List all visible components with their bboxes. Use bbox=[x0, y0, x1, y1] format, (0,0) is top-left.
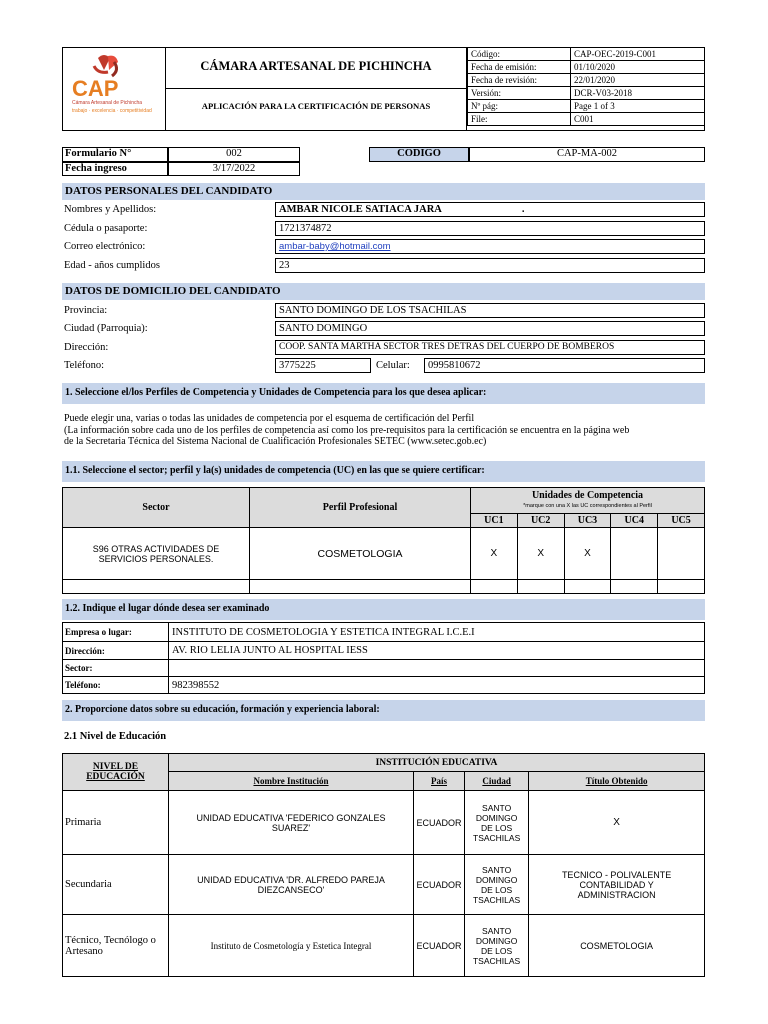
title-obtained[interactable]: TECNICO - POLIVALENTE CONTABILIDAD Y ADMINISTRACION bbox=[529, 855, 705, 915]
exam-row bbox=[63, 642, 705, 660]
competency-row-empty bbox=[63, 580, 705, 594]
education-row bbox=[63, 915, 705, 977]
uc-header: UC3 bbox=[564, 514, 611, 528]
city-field[interactable]: SANTO DOMINGO bbox=[275, 321, 705, 336]
logo-tagline: trabajo · excelencia · competitividad bbox=[72, 108, 152, 114]
col-pais: País bbox=[414, 772, 465, 791]
meta-key: File: bbox=[468, 113, 571, 126]
empty-cell[interactable] bbox=[250, 580, 471, 594]
competency-row bbox=[63, 528, 705, 580]
exam-key: Teléfono: bbox=[63, 677, 169, 694]
exam-row bbox=[63, 677, 705, 694]
meta-value: CAP-OEC-2019-C001 bbox=[571, 48, 705, 61]
meta-key: Versión: bbox=[468, 87, 571, 100]
institution-name[interactable]: UNIDAD EDUCATIVA 'DR. ALFREDO PAREJA DIEZCANSECO' bbox=[169, 855, 414, 915]
col-ciudad: Ciudad bbox=[465, 772, 529, 791]
age-field[interactable]: 23 bbox=[275, 258, 705, 273]
phone-label: Teléfono: bbox=[64, 360, 105, 371]
competency-table bbox=[62, 487, 705, 594]
id-label: Cédula o pasaporte: bbox=[64, 223, 148, 234]
province-label: Provincia: bbox=[64, 305, 108, 316]
section-1-paragraph: de la Secretaria Técnica del Sistema Nacional de Cualificación Profesionales SETEC (www.setec.gob.ec) bbox=[64, 436, 487, 447]
id-field[interactable]: 1721374872 bbox=[275, 221, 705, 236]
province-field[interactable]: SANTO DOMINGO DE LOS TSACHILAS bbox=[275, 303, 705, 318]
logo bbox=[64, 48, 164, 130]
meta-value: C001 bbox=[571, 113, 705, 126]
exam-value[interactable]: AV. RIO LELIA JUNTO AL HOSPITAL IESS bbox=[169, 642, 705, 660]
section-1-text bbox=[64, 413, 709, 448]
empty-cell[interactable] bbox=[658, 580, 705, 594]
country[interactable]: ECUADOR bbox=[414, 915, 465, 977]
cell-field[interactable]: 0995810672 bbox=[424, 358, 705, 373]
email-link[interactable]: ambar-baby@hotmail.com bbox=[279, 241, 391, 252]
exam-key: Dirección: bbox=[63, 642, 169, 660]
header-subtitle-cell bbox=[165, 89, 467, 131]
meta-row bbox=[468, 61, 705, 74]
country[interactable]: ECUADOR bbox=[414, 855, 465, 915]
page-subtitle: APLICACIÓN PARA LA CERTIFICACIÓN DE PERSONAS bbox=[201, 101, 431, 111]
uc-header: UC1 bbox=[471, 514, 518, 528]
section-personal: DATOS PERSONALES DEL CANDIDATO bbox=[62, 183, 705, 200]
perfil-value[interactable]: COSMETOLOGIA bbox=[250, 528, 471, 580]
section-1-2-title: 1.2. Indique el lugar dónde desea ser examinado bbox=[62, 599, 705, 620]
title-obtained[interactable]: X bbox=[529, 791, 705, 855]
formulario-label: Formulario N° bbox=[62, 147, 168, 162]
meta-row bbox=[468, 48, 705, 61]
uc5-mark[interactable] bbox=[658, 528, 705, 580]
city[interactable]: SANTO DOMINGO DE LOS TSACHILAS bbox=[465, 791, 529, 855]
meta-row bbox=[468, 87, 705, 100]
empty-cell[interactable] bbox=[63, 580, 250, 594]
exam-key: Empresa o lugar: bbox=[63, 623, 169, 642]
education-row bbox=[63, 791, 705, 855]
codigo-value[interactable]: CAP-MA-002 bbox=[469, 147, 705, 162]
meta-row bbox=[468, 74, 705, 87]
phone-field[interactable]: 3775225 bbox=[275, 358, 371, 373]
uc1-mark[interactable]: X bbox=[471, 528, 518, 580]
institution-name[interactable]: UNIDAD EDUCATIVA 'FEDERICO GONZALES SUAREZ' bbox=[169, 791, 414, 855]
uc4-mark[interactable] bbox=[611, 528, 658, 580]
uc-header: UC2 bbox=[517, 514, 564, 528]
logo-subtitle: Cámara Artesanal de Pichincha bbox=[72, 100, 143, 106]
sector-value[interactable]: S96 OTRAS ACTIVIDADES DE SERVICIOS PERSONALES. bbox=[63, 528, 250, 580]
svg-text:CAP: CAP bbox=[72, 76, 119, 101]
age-label: Edad - años cumplidos bbox=[64, 260, 160, 271]
name-label: Nombres y Apellidos: bbox=[64, 204, 157, 215]
title-obtained[interactable]: COSMETOLOGIA bbox=[529, 915, 705, 977]
exam-value[interactable] bbox=[169, 660, 705, 677]
country[interactable]: ECUADOR bbox=[414, 791, 465, 855]
institution-name[interactable]: Instituto de Cosmetología y Estetica Integral bbox=[169, 915, 414, 977]
col-institucion: INSTITUCIÓN EDUCATIVA bbox=[169, 754, 705, 772]
nivel-cell: Primaria bbox=[63, 791, 169, 855]
uc-header: UC4 bbox=[611, 514, 658, 528]
col-uc bbox=[471, 488, 705, 514]
cap-logo-icon bbox=[64, 48, 164, 130]
exam-key: Sector: bbox=[63, 660, 169, 677]
col-uc-note: *marque con una X las UC correspondientes al Perfil bbox=[523, 502, 652, 509]
meta-value: 01/10/2020 bbox=[571, 61, 705, 74]
empty-cell[interactable] bbox=[517, 580, 564, 594]
meta-row bbox=[468, 113, 705, 126]
col-sector: Sector bbox=[63, 488, 250, 528]
section-1-1-title: 1.1. Seleccione el sector; perfil y la(s) unidades de competencia (UC) en las que se quiere certificar: bbox=[62, 461, 705, 482]
empty-cell[interactable] bbox=[611, 580, 658, 594]
meta-key: Fecha de revisión: bbox=[468, 74, 571, 87]
exam-location-table bbox=[62, 622, 705, 694]
uc3-mark[interactable]: X bbox=[564, 528, 611, 580]
city-label: Ciudad (Parroquia): bbox=[64, 323, 148, 334]
uc-header: UC5 bbox=[658, 514, 705, 528]
section-domicile: DATOS DE DOMICILIO DEL CANDIDATO bbox=[62, 283, 705, 300]
fecha-ingreso-label: Fecha ingreso bbox=[62, 162, 168, 176]
city[interactable]: SANTO DOMINGO DE LOS TSACHILAS bbox=[465, 915, 529, 977]
meta-key: Nº pág: bbox=[468, 100, 571, 113]
exam-row bbox=[63, 660, 705, 677]
meta-row bbox=[468, 100, 705, 113]
exam-row bbox=[63, 623, 705, 642]
education-table bbox=[62, 753, 705, 977]
empty-cell[interactable] bbox=[564, 580, 611, 594]
col-titulo: Título Obtenido bbox=[529, 772, 705, 791]
address-label: Dirección: bbox=[64, 342, 109, 353]
section-1-title: 1. Seleccione el/los Perfiles de Competencia y Unidades de Competencia para los que desea aplicar: bbox=[62, 383, 705, 404]
col-nombre: Nombre Institución bbox=[169, 772, 414, 791]
formulario-value[interactable]: 002 bbox=[168, 147, 300, 162]
meta-value: Page 1 of 3 bbox=[571, 100, 705, 113]
nivel-cell: Técnico, Tecnólogo o Artesano bbox=[63, 915, 169, 977]
nivel-cell: Secundaria bbox=[63, 855, 169, 915]
col-nivel: NIVEL DE EDUCACIÓN bbox=[63, 754, 169, 791]
fecha-ingreso-value[interactable]: 3/17/2022 bbox=[168, 162, 300, 176]
col-uc-title: Unidades de Competencia bbox=[531, 489, 644, 501]
col-perfil: Perfil Profesional bbox=[250, 488, 471, 528]
meta-key: Fecha de emisión: bbox=[468, 61, 571, 74]
meta-key: Código: bbox=[468, 48, 571, 61]
page-title: CÁMARA ARTESANAL DE PICHINCHA bbox=[200, 59, 432, 73]
education-row bbox=[63, 855, 705, 915]
cell-label: Celular: bbox=[376, 360, 410, 371]
uc2-mark[interactable]: X bbox=[517, 528, 564, 580]
codigo-label: CODIGO bbox=[369, 147, 469, 162]
meta-value: DCR-V03-2018 bbox=[571, 87, 705, 100]
name-field[interactable] bbox=[275, 202, 705, 217]
exam-value[interactable]: 982398552 bbox=[169, 677, 705, 694]
exam-value[interactable]: INSTITUTO DE COSMETOLOGIA Y ESTETICA INTEGRAL I.C.E.I bbox=[169, 623, 705, 642]
header-meta-table bbox=[467, 47, 705, 126]
empty-cell[interactable] bbox=[471, 580, 518, 594]
email-label: Correo electrónico: bbox=[64, 241, 146, 252]
section-1-paragraph: Puede elegir una, varias o todas las unidades de competencia por el esquema de certificación del Perfil bbox=[64, 413, 475, 424]
city[interactable]: SANTO DOMINGO DE LOS TSACHILAS bbox=[465, 855, 529, 915]
section-2-title: 2. Proporcione datos sobre su educación, formación y experiencia laboral: bbox=[62, 700, 705, 721]
section-2-1-title: 2.1 Nivel de Educación bbox=[64, 731, 167, 742]
meta-value: 22/01/2020 bbox=[571, 74, 705, 87]
name-trailing: . bbox=[521, 204, 525, 215]
section-1-paragraph: (La información sobre cada uno de los perfiles de competencia así como los pre-requisitos para la certificación se encuentra en la página web bbox=[64, 424, 630, 436]
header-title-cell bbox=[165, 47, 467, 89]
name-value: AMBAR NICOLE SATIACA JARA bbox=[279, 204, 442, 215]
address-field[interactable]: COOP. SANTA MARTHA SECTOR TRES DETRAS DEL CUERPO DE BOMBEROS bbox=[275, 340, 705, 355]
email-field[interactable] bbox=[275, 239, 705, 254]
